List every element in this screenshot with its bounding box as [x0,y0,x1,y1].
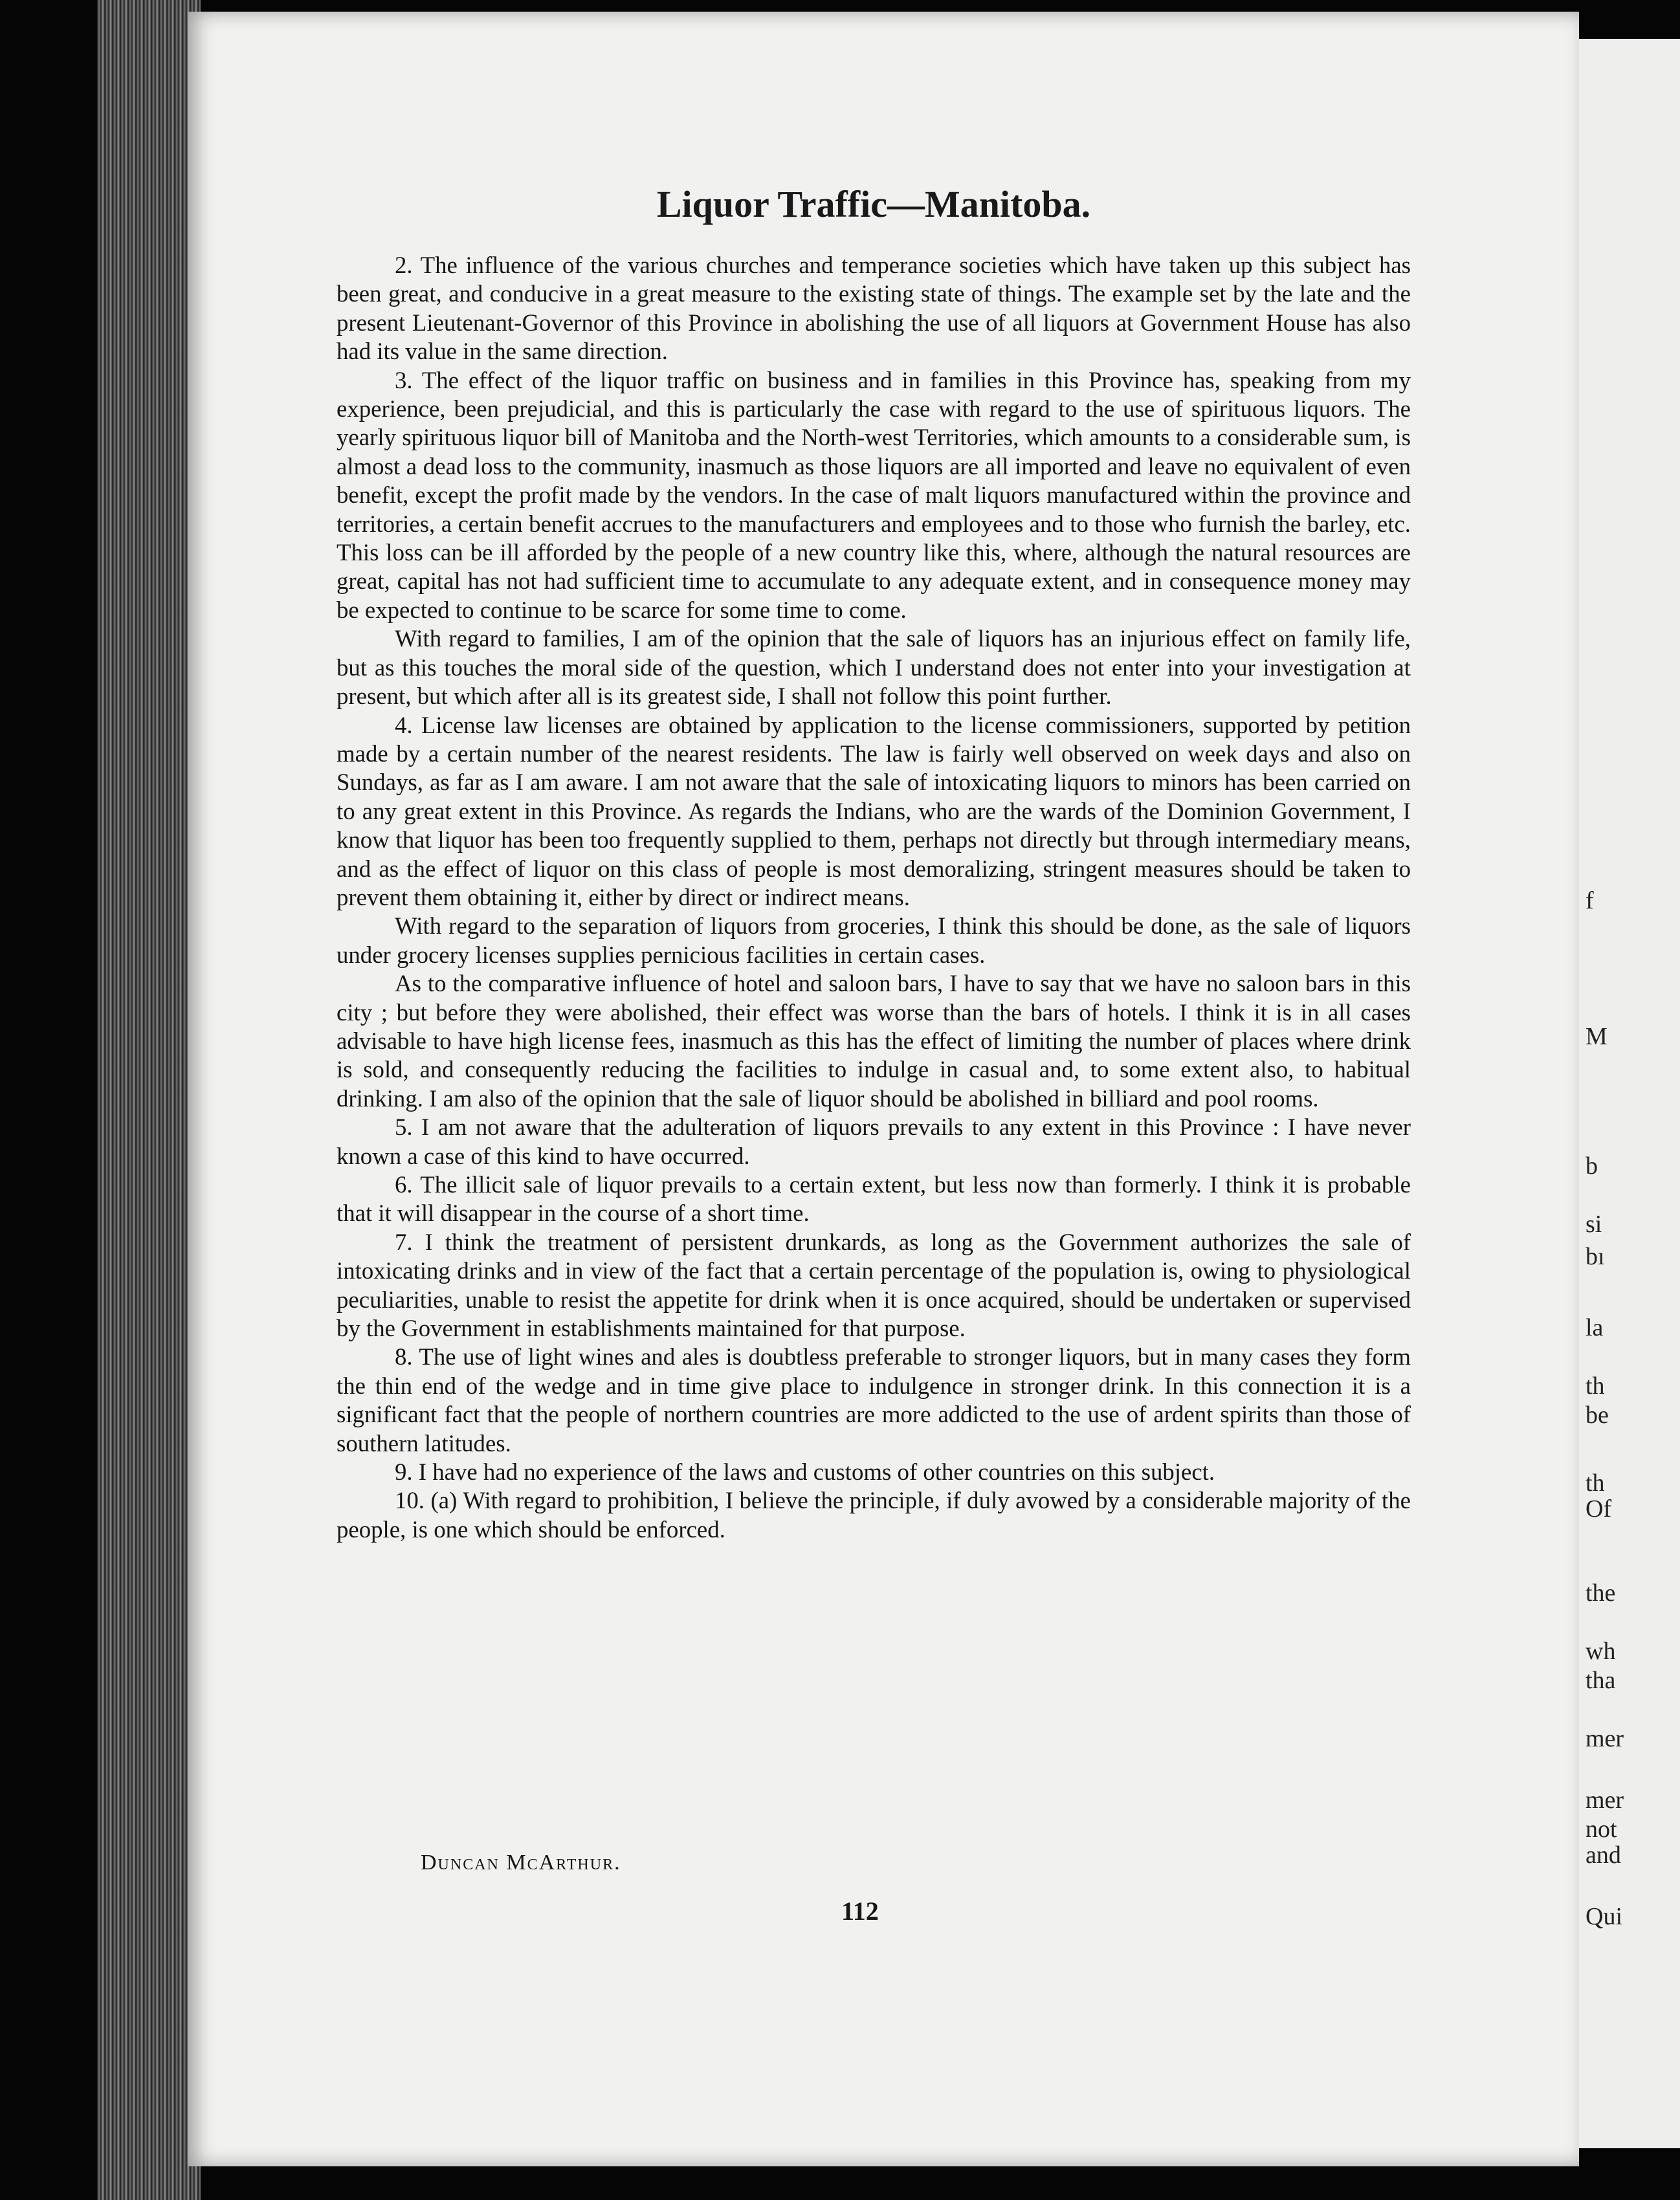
page-title: Liquor Traffic—Manitoba. [656,183,1091,225]
page-number: 112 [841,1897,879,1926]
body-text [337,251,1411,1544]
facing-fragment: b [1586,1152,1598,1180]
facing-fragment: si [1586,1211,1602,1238]
paragraph-2: 2. The influence of the various churches and temperance societies which have taken up this subject has been great, and conducive in a great measure to the existing state of things. The example set by the late and the present Lieutenant-Governor of this Province in abolishing the use of all liquors at Government House has also had its value in the same direction. [337,252,1411,365]
paragraph-groceries: With regard to the separation of liquors from groceries, I think this should be done, as the sale of liquors under grocery licenses supplies pernicious facilities in certain cases. [337,912,1411,968]
book-page-edges [97,0,201,2200]
paragraph-4: 4. License law licenses are obtained by application to the license commissioners, supported by petition made by a certain number of the nearest residents. The law is fairly well observed on week days and also on Sundays, as far as I am aware. I am not aware that the sale of intoxicating liquors to minors has been carried on to any great extent in this Province. As regards the Indians, who are the wards of the Dominion Government, I know that liquor has been too frequently supplied to them, perhaps not directly but through intermediary means, and as the effect of liquor on this class of people is most demoralizing, stringent measures should be taken to prevent them obtaining it, either by direct or indirect means. [337,711,1411,910]
facing-fragment: be [1586,1402,1609,1429]
facing-fragment: not [1586,1816,1617,1843]
paragraph-families: With regard to families, I am of the opinion that the sale of liquors has an injurious effect on family life, but as this touches the moral side of the question, which I understand does not enter into your investigation at present, but which after all is its greatest side, I shall not follow this point further. [337,625,1411,710]
facing-fragment: Qui [1586,1903,1622,1930]
paragraph-9: 9. I have had no experience of the laws and customs of other countries on this subject. [395,1458,1215,1486]
facing-fragment: Of [1586,1495,1612,1523]
paragraph-5: 5. I am not aware that the adulteration of liquors prevails to any extent in this Province : I have never known a case of this kind to have occurred. [337,1114,1411,1169]
paragraph-7: 7. I think the treatment of persistent drunkards, as long as the Government authorizes the sale of intoxicating drinks and in view of the fact that a certain percentage of the population is, owing to physiological peculiarities, unable to resist the appetite for drink when it is once acquired, should be undertaken or supervised by the Government in establishments maintained for that purpose. [337,1228,1411,1342]
facing-page-edge [1579,39,1680,2148]
facing-fragment: mer [1586,1787,1624,1814]
facing-fragment: th [1586,1469,1605,1497]
paragraph-6: 6. The illicit sale of liquor prevails to a certain extent, but less now than formerly. I think it is probable that it will disappear in the course of a short time. [337,1171,1411,1227]
paragraph-10: 10. (a) With regard to prohibition, I believe the principle, if duly avowed by a considerable majority of the people, is one which should be enforced. [337,1487,1411,1543]
paragraph-3: 3. The effect of the liquor traffic on business and in families in this Province has, speaking from my experience, been prejudicial, and this is particularly the case with regard to the use of spirituous liquors. The yearly spirituous liquor bill of Manitoba and the North-west Territories, which amounts to a considerable sum, is almost a dead loss to the community, inasmuch as those liquors are all imported and leave no equivalent of even benefit, except the profit made by the vendors. In the case of malt liquors manufactured within the province and territories, a certain benefit accrues to the manufacturers and employees and to those who furnish the barley, etc. This loss can be ill afforded by the people of a new country like this, where, although the natural resources are great, capital has not had sufficient time to accumulate to any adequate extent, and in consequence money may be expected to continue to be scarce for some time to come. [337,366,1411,623]
facing-fragment: bı [1586,1243,1605,1270]
facing-fragment: mer [1586,1725,1624,1752]
facing-fragment: wh [1586,1638,1616,1665]
paragraph-bars: As to the comparative influence of hotel and saloon bars, I have to say that we have no saloon bars in this city ; but before they were abolished, their effect was worse than the bars of hotels. I think it is in all cases advisable to have high license fees, inasmuch as this has the effect of limiting the number of places where drink is sold, and consequently reducing the facilities to indulge in casual and, to some extent also, to habitual drinking. I am also of the opinion that the sale of liquor should be abolished in billiard and pool rooms. [337,970,1411,1112]
facing-fragment: la [1586,1314,1604,1341]
facing-fragment: the [1586,1579,1616,1607]
facing-fragment: th [1586,1372,1605,1400]
facing-fragment: tha [1586,1667,1616,1694]
facing-fragment: f [1586,887,1594,914]
facing-fragment: and [1586,1842,1621,1869]
facing-fragment: M [1586,1023,1608,1050]
signature: Duncan McArthur. [421,1851,621,1875]
paragraph-8: 8. The use of light wines and ales is doubtless preferable to stronger liquors, but in many cases they form the thin end of the wedge and in time give place to indulgence in stronger drink. In this connection it is a significant fact that the people of northern countries are more addicted to the use of ardent spirits than those of southern latitudes. [337,1343,1411,1457]
